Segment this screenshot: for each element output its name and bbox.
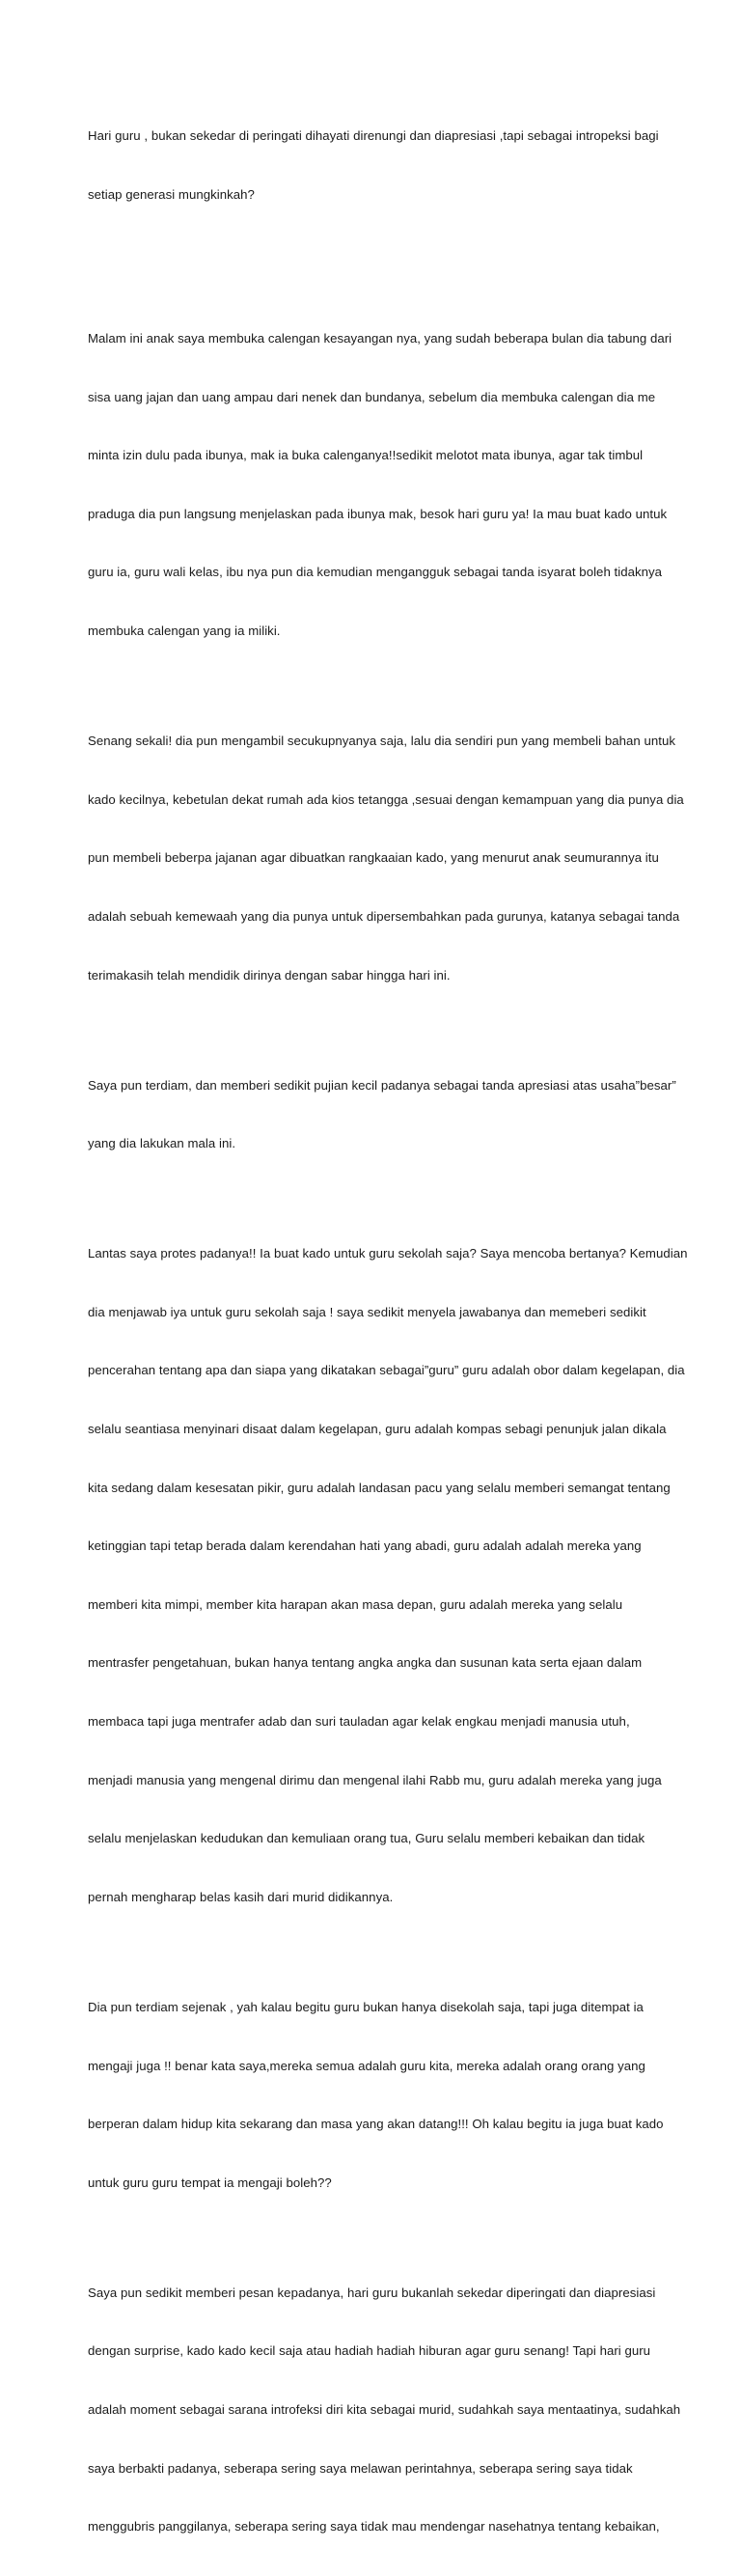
text-line: guru ia, guru wali kelas, ibu nya pun dia kemudian mengangguk sebagai tanda isyarat boleh tidaknya: [88, 565, 663, 580]
text-line: pernah mengharap belas kasih dari murid didikannya.: [88, 1889, 394, 1904]
body-paragraph: [88, 1958, 664, 2231]
text-line: yang dia lakukan mala ini.: [88, 1136, 236, 1151]
text-line: dia menjawab iya untuk guru sekolah saja ! saya sedikit menyela jawabanya dan memeberi sedikit: [88, 1304, 646, 1319]
body-paragraph: [88, 291, 672, 680]
text-line: Malam ini anak saya membuka calengan kesayangan nya, yang sudah beberapa bulan dia tabung dari: [88, 331, 672, 346]
intro-paragraph: [88, 88, 664, 244]
text-line: Lantas saya protes padanya!! Ia buat kado untuk guru sekolah saja? Saya mencoba bertanya? Kemudian: [88, 1246, 688, 1261]
text-line: Dia pun terdiam sejenak , yah kalau begitu guru bukan hanya disekolah saja, tapi juga ditempat ia: [88, 1999, 644, 2014]
text-line: Hari guru , bukan sekedar di peringati dihayati direnungi dan diapresiasi ,tapi sebagai intropeksi bagi: [88, 128, 659, 144]
text-line: berperan dalam hidup kita sekarang dan masa yang akan datang!!! Oh kalau begitu ia juga buat kado: [88, 2117, 664, 2132]
text-line: menjadi manusia yang mengenal dirimu dan mengenal ilahi Rabb mu, guru adalah mereka yang juga: [88, 1772, 662, 1787]
text-line: menggubris panggilanya, seberapa sering saya tidak mau mendengar nasehatnya tentang kebaikan,: [88, 2519, 660, 2534]
text-line: mentrasfer pengetahuan, bukan hanya tentang angka angka dan susunan kata serta ejaan dalam: [88, 1655, 643, 1671]
text-line: pun membeli beberpa jajanan agar dibuatkan rangkaaian kado, yang menurut anak seumurannya itu: [88, 850, 659, 866]
text-line: adalah sebuah kemewaah yang dia punya untuk dipersembahkan pada gurunya, katanya sebagai tanda: [88, 908, 680, 924]
text-line: praduga dia pun langsung menjelaskan pada ibunya mak, besok hari guru ya! Ia mau buat kado untuk: [88, 506, 668, 521]
text-line: terimakasih telah mendidik dirinya dengan sabar hingga hari ini.: [88, 967, 451, 983]
text-line: selalu seantiasa menyinari disaat dalam kegelapan, guru adalah kompas sebagi penunjuk jalan dikala: [88, 1422, 667, 1436]
text-line: dengan surprise, kado kado kecil saja atau hadiah hadiah hiburan agar guru senang! Tapi hari guru: [88, 2343, 651, 2359]
text-line: untuk guru guru tempat ia mengaji boleh??: [88, 2174, 332, 2190]
body-paragraph: [88, 2244, 681, 2575]
text-line: selalu menjelaskan kedudukan dan kemuliaan orang tua, Guru selalu memberi kebaikan dan tidak: [88, 1831, 645, 1846]
text-line: membuka calengan yang ia miliki.: [88, 623, 281, 639]
text-line: kado kecilnya, kebetulan dekat rumah ada kios tetangga ,sesuai dengan kemampuan yang dia punya dia: [88, 791, 684, 807]
text-line: saya berbakti padanya, seberapa sering saya melawan perintahnya, seberapa sering saya tidak: [88, 2460, 633, 2476]
text-line: kita sedang dalam kesesatan pikir, guru adalah landasan pacu yang selalu memberi semangat tentang: [88, 1480, 671, 1495]
text-line: Saya pun sedikit memberi pesan kepadanya, hari guru bukanlah sekedar diperingati dan diapresiasi: [88, 2285, 656, 2300]
text-line: memberi kita mimpi, member kita harapan akan masa depan, guru adalah mereka yang selalu: [88, 1596, 623, 1612]
text-line: sisa uang jajan dan uang ampau dari nenek dan bundanya, sebelum dia membuka calengan dia me: [88, 389, 656, 404]
text-line: adalah moment sebagai sarana introfeksi diri kita sebagai murid, sudahkah saya mentaatinya, sudahkah: [88, 2401, 681, 2417]
text-line: minta izin dulu pada ibunya, mak ia buka calenganya!!sedikit melotot mata ibunya, agar tak timbul: [88, 448, 644, 463]
text-line: Senang sekali! dia pun mengambil secukupnyanya saja, lalu dia sendiri pun yang membeli bahan untuk: [88, 734, 675, 749]
body-paragraph: [88, 1037, 676, 1193]
text-line: ketinggian tapi tetap berada dalam kerendahan hati yang abadi, guru adalah adalah mereka yang: [88, 1538, 642, 1554]
text-line: membaca tapi juga mentrafer adab dan suri tauladan agar kelak engkau menjadi manusia utuh,: [88, 1714, 630, 1730]
text-line: Saya pun terdiam, dan memberi sedikit pujian kecil padanya sebagai tanda apresiasi atas usaha”besar”: [88, 1077, 676, 1093]
body-paragraph: [88, 1205, 688, 1947]
text-line: setiap generasi mungkinkah?: [88, 187, 255, 203]
text-line: pencerahan tentang apa dan siapa yang dikatakan sebagai”guru” guru adalah obor dalam kegelapan, dia: [88, 1363, 685, 1378]
text-line: mengaji juga !! benar kata saya,mereka semua adalah guru kita, mereka adalah orang orang yang: [88, 2058, 645, 2073]
body-paragraph: [88, 693, 684, 1024]
